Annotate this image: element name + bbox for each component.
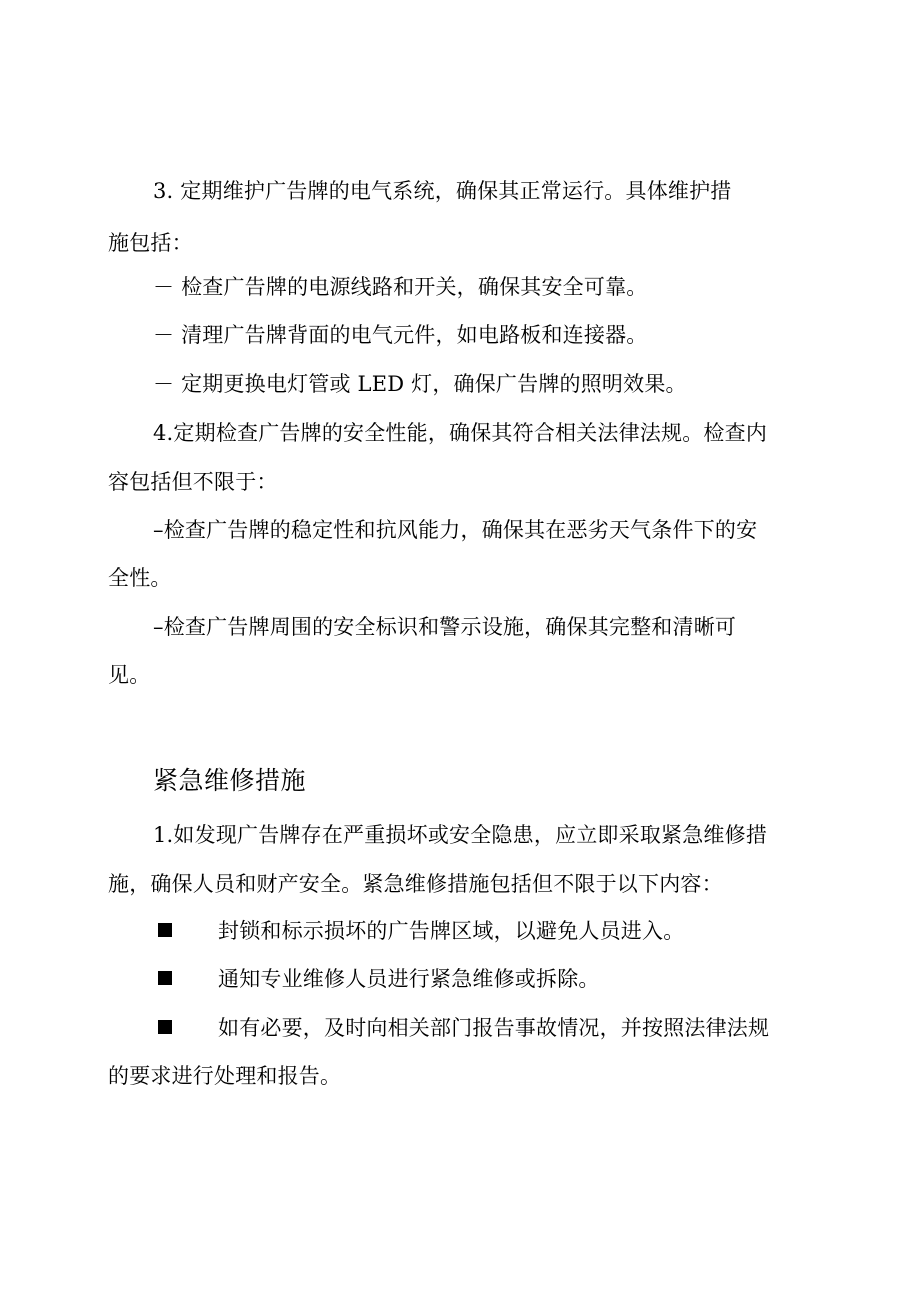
emergency-para-line2: 施，确保人员和财产安全。紧急维修措施包括但不限于以下内容：: [108, 872, 723, 896]
emergency-bullet-2: [158, 966, 838, 992]
emergency-heading: 紧急维修措施: [153, 766, 307, 795]
section3-line2: 施包括：: [108, 231, 193, 255]
emergency-bullet-text: 如有必要，及时向相关部门报告事故情况，并按照法律法规: [218, 1016, 770, 1040]
square-bullet-icon: [158, 1020, 172, 1034]
emergency-last-line: 的要求进行处理和报告。: [108, 1064, 342, 1088]
section4-item1-line2: 全性。: [108, 566, 172, 590]
section3-line1: 3. 定期维护广告牌的电气系统，确保其正常运行。具体维护措: [153, 179, 732, 203]
section4-line1: 4.定期检查广告牌的安全性能，确保其符合相关法律法规。检查内: [153, 421, 768, 445]
section3-item-3: － 定期更换电灯管或 LED 灯，确保广告牌的照明效果。: [153, 372, 687, 396]
section4-item1-line1: –检查广告牌的稳定性和抗风能力，确保其在恶劣天气条件下的安: [153, 518, 758, 542]
square-bullet-icon: [158, 923, 172, 937]
section4-item2-line1: –检查广告牌周围的安全标识和警示设施，确保其完整和清晰可: [153, 615, 737, 639]
emergency-bullet-1: [158, 918, 838, 944]
emergency-bullet-3: [158, 1015, 838, 1041]
emergency-bullet-text: 通知专业维修人员进行紧急维修或拆除。: [218, 967, 600, 991]
section3-item-2: － 清理广告牌背面的电气元件，如电路板和连接器。: [153, 323, 648, 347]
section4-item2-line2: 见。: [108, 663, 151, 687]
emergency-para-line1: 1.如发现广告牌存在严重损坏或安全隐患，应立即采取紧急维修措: [153, 823, 768, 847]
section3-item-1: － 检查广告牌的电源线路和开关，确保其安全可靠。: [153, 275, 648, 299]
square-bullet-icon: [158, 971, 172, 985]
emergency-bullet-text: 封锁和标示损坏的广告牌区域，以避免人员进入。: [218, 919, 685, 943]
section4-line2: 容包括但不限于：: [108, 470, 278, 494]
